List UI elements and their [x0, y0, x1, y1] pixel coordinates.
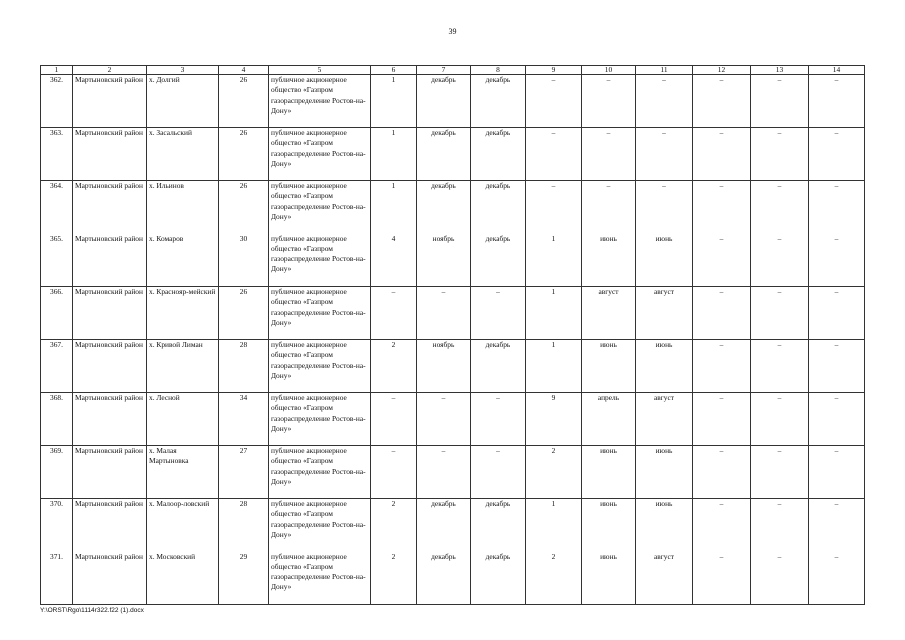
value-col14: – — [809, 128, 865, 181]
value-col13: – — [751, 75, 809, 128]
month-col7: декабрь — [417, 75, 471, 128]
column-header: 6 — [371, 66, 417, 75]
organization: публичное акционерное общество «Газпром газораспределение Ростов-на-Дону» — [269, 128, 371, 181]
column-header: 11 — [636, 66, 693, 75]
column-header: 13 — [751, 66, 809, 75]
value-col9: 1 — [526, 340, 582, 393]
value-col14: – — [809, 287, 865, 340]
value-col12: – — [693, 75, 751, 128]
month-col11: – — [636, 181, 693, 234]
settlement: х. Долгий — [147, 75, 219, 128]
month-col8: декабрь — [471, 234, 526, 287]
month-col11: – — [636, 75, 693, 128]
month-col7: – — [417, 446, 471, 499]
file-path-footer: Y:\ORST\Rgo\1114r322.f22 (1).docx — [40, 607, 144, 614]
row-number: 363. — [41, 128, 73, 181]
value-col6: 1 — [371, 181, 417, 234]
row-number: 365. — [41, 234, 73, 287]
value-col12: – — [693, 340, 751, 393]
month-col10: – — [582, 75, 636, 128]
district: Мартыновский район — [73, 287, 147, 340]
month-col7: – — [417, 287, 471, 340]
month-col7: декабрь — [417, 499, 471, 552]
organization: публичное акционерное общество «Газпром газораспределение Ростов-на-Дону» — [269, 181, 371, 234]
table-row — [41, 75, 865, 128]
row-number: 370. — [41, 499, 73, 552]
month-col10: – — [582, 128, 636, 181]
settlement: х. Краснояр-мейский — [147, 287, 219, 340]
month-col11: июнь — [636, 234, 693, 287]
value-col12: – — [693, 234, 751, 287]
value-col6: 2 — [371, 552, 417, 605]
district: Мартыновский район — [73, 128, 147, 181]
month-col10: июнь — [582, 499, 636, 552]
value-col6: 2 — [371, 340, 417, 393]
column-header: 8 — [471, 66, 526, 75]
organization: публичное акционерное общество «Газпром газораспределение Ростов-на-Дону» — [269, 287, 371, 340]
month-col7: ноябрь — [417, 234, 471, 287]
value-col13: – — [751, 181, 809, 234]
table-row — [41, 499, 865, 552]
month-col10: июнь — [582, 340, 636, 393]
organization: публичное акционерное общество «Газпром газораспределение Ростов-на-Дону» — [269, 446, 371, 499]
table-row — [41, 340, 865, 393]
value-col6: – — [371, 393, 417, 446]
month-col8: – — [471, 446, 526, 499]
month-col10: июнь — [582, 552, 636, 605]
organization: публичное акционерное общество «Газпром газораспределение Ростов-на-Дону» — [269, 340, 371, 393]
value-col13: – — [751, 287, 809, 340]
distance-cell: 27 — [219, 446, 269, 499]
value-col14: – — [809, 234, 865, 287]
value-col13: – — [751, 393, 809, 446]
settlement: х. Московский — [147, 552, 219, 605]
value-col9: 1 — [526, 234, 582, 287]
month-col11: июнь — [636, 446, 693, 499]
value-col13: – — [751, 499, 809, 552]
district: Мартыновский район — [73, 75, 147, 128]
organization: публичное акционерное общество «Газпром газораспределение Ростов-на-Дону» — [269, 552, 371, 605]
value-col12: – — [693, 128, 751, 181]
distance-cell: 30 — [219, 234, 269, 287]
value-col14: – — [809, 75, 865, 128]
settlement: х. Засальский — [147, 128, 219, 181]
column-header: 9 — [526, 66, 582, 75]
district: Мартыновский район — [73, 499, 147, 552]
value-col12: – — [693, 393, 751, 446]
row-number: 367. — [41, 340, 73, 393]
month-col7: декабрь — [417, 128, 471, 181]
organization: публичное акционерное общество «Газпром газораспределение Ростов-на-Дону» — [269, 499, 371, 552]
settlement: х. Кривой Лиман — [147, 340, 219, 393]
month-col10: – — [582, 181, 636, 234]
value-col14: – — [809, 340, 865, 393]
month-col11: июнь — [636, 499, 693, 552]
organization: публичное акционерное общество «Газпром газораспределение Ростов-на-Дону» — [269, 75, 371, 128]
value-col12: – — [693, 446, 751, 499]
district: Мартыновский район — [73, 446, 147, 499]
table-row — [41, 128, 865, 181]
value-col14: – — [809, 181, 865, 234]
page-number: 39 — [448, 27, 457, 36]
value-col9: 2 — [526, 552, 582, 605]
settlement: х. Малая Мартыновка — [147, 446, 219, 499]
column-number-row — [41, 66, 865, 75]
column-header: 4 — [219, 66, 269, 75]
value-col14: – — [809, 446, 865, 499]
month-col8: – — [471, 393, 526, 446]
month-col11: август — [636, 393, 693, 446]
settlement: х. Комаров — [147, 234, 219, 287]
month-col8: декабрь — [471, 75, 526, 128]
column-header: 7 — [417, 66, 471, 75]
column-header: 1 — [41, 66, 73, 75]
value-col6: 1 — [371, 75, 417, 128]
month-col8: декабрь — [471, 499, 526, 552]
value-col6: 2 — [371, 499, 417, 552]
column-header: 3 — [147, 66, 219, 75]
organization: публичное акционерное общество «Газпром газораспределение Ростов-на-Дону» — [269, 234, 371, 287]
month-col10: июнь — [582, 446, 636, 499]
table-row — [41, 393, 865, 446]
table-row — [41, 234, 865, 287]
table-row — [41, 287, 865, 340]
table-row — [41, 446, 865, 499]
month-col10: август — [582, 287, 636, 340]
value-col12: – — [693, 552, 751, 605]
month-col8: декабрь — [471, 340, 526, 393]
distance-cell: 29 — [219, 552, 269, 605]
row-number: 364. — [41, 181, 73, 234]
settlement: х. Лесной — [147, 393, 219, 446]
month-col11: август — [636, 552, 693, 605]
organization: публичное акционерное общество «Газпром газораспределение Ростов-на-Дону» — [269, 393, 371, 446]
value-col6: – — [371, 287, 417, 340]
table-row — [41, 552, 865, 605]
value-col9: 2 — [526, 446, 582, 499]
row-number: 362. — [41, 75, 73, 128]
month-col8: декабрь — [471, 128, 526, 181]
value-col9: 1 — [526, 287, 582, 340]
distance-cell: 26 — [219, 128, 269, 181]
district: Мартыновский район — [73, 181, 147, 234]
month-col8: декабрь — [471, 181, 526, 234]
month-col7: декабрь — [417, 552, 471, 605]
value-col9: – — [526, 128, 582, 181]
distance-cell: 34 — [219, 393, 269, 446]
value-col12: – — [693, 287, 751, 340]
distance-cell: 26 — [219, 181, 269, 234]
table-row — [41, 181, 865, 234]
value-col6: 4 — [371, 234, 417, 287]
month-col7: ноябрь — [417, 340, 471, 393]
distance-cell: 28 — [219, 340, 269, 393]
row-number: 366. — [41, 287, 73, 340]
month-col11: июнь — [636, 340, 693, 393]
month-col10: апрель — [582, 393, 636, 446]
settlement: х. Ильинов — [147, 181, 219, 234]
value-col13: – — [751, 340, 809, 393]
value-col9: – — [526, 181, 582, 234]
row-number: 369. — [41, 446, 73, 499]
month-col7: – — [417, 393, 471, 446]
distance-cell: 26 — [219, 75, 269, 128]
value-col13: – — [751, 234, 809, 287]
value-col6: 1 — [371, 128, 417, 181]
month-col11: – — [636, 128, 693, 181]
month-col8: декабрь — [471, 552, 526, 605]
value-col13: – — [751, 128, 809, 181]
month-col7: декабрь — [417, 181, 471, 234]
value-col14: – — [809, 393, 865, 446]
value-col14: – — [809, 552, 865, 605]
value-col9: 9 — [526, 393, 582, 446]
distance-cell: 26 — [219, 287, 269, 340]
value-col12: – — [693, 181, 751, 234]
district: Мартыновский район — [73, 393, 147, 446]
value-col14: – — [809, 499, 865, 552]
value-col13: – — [751, 552, 809, 605]
settlement: х. Малоор-ловский — [147, 499, 219, 552]
district: Мартыновский район — [73, 340, 147, 393]
column-header: 5 — [269, 66, 371, 75]
column-header: 2 — [73, 66, 147, 75]
district: Мартыновский район — [73, 552, 147, 605]
month-col11: август — [636, 287, 693, 340]
column-header: 12 — [693, 66, 751, 75]
district: Мартыновский район — [73, 234, 147, 287]
distance-cell: 28 — [219, 499, 269, 552]
column-header: 14 — [809, 66, 865, 75]
row-number: 368. — [41, 393, 73, 446]
gasification-plan-table — [40, 65, 865, 605]
month-col8: – — [471, 287, 526, 340]
value-col13: – — [751, 446, 809, 499]
column-header: 10 — [582, 66, 636, 75]
value-col12: – — [693, 499, 751, 552]
value-col9: – — [526, 75, 582, 128]
row-number: 371. — [41, 552, 73, 605]
value-col6: – — [371, 446, 417, 499]
value-col9: 1 — [526, 499, 582, 552]
month-col10: июнь — [582, 234, 636, 287]
